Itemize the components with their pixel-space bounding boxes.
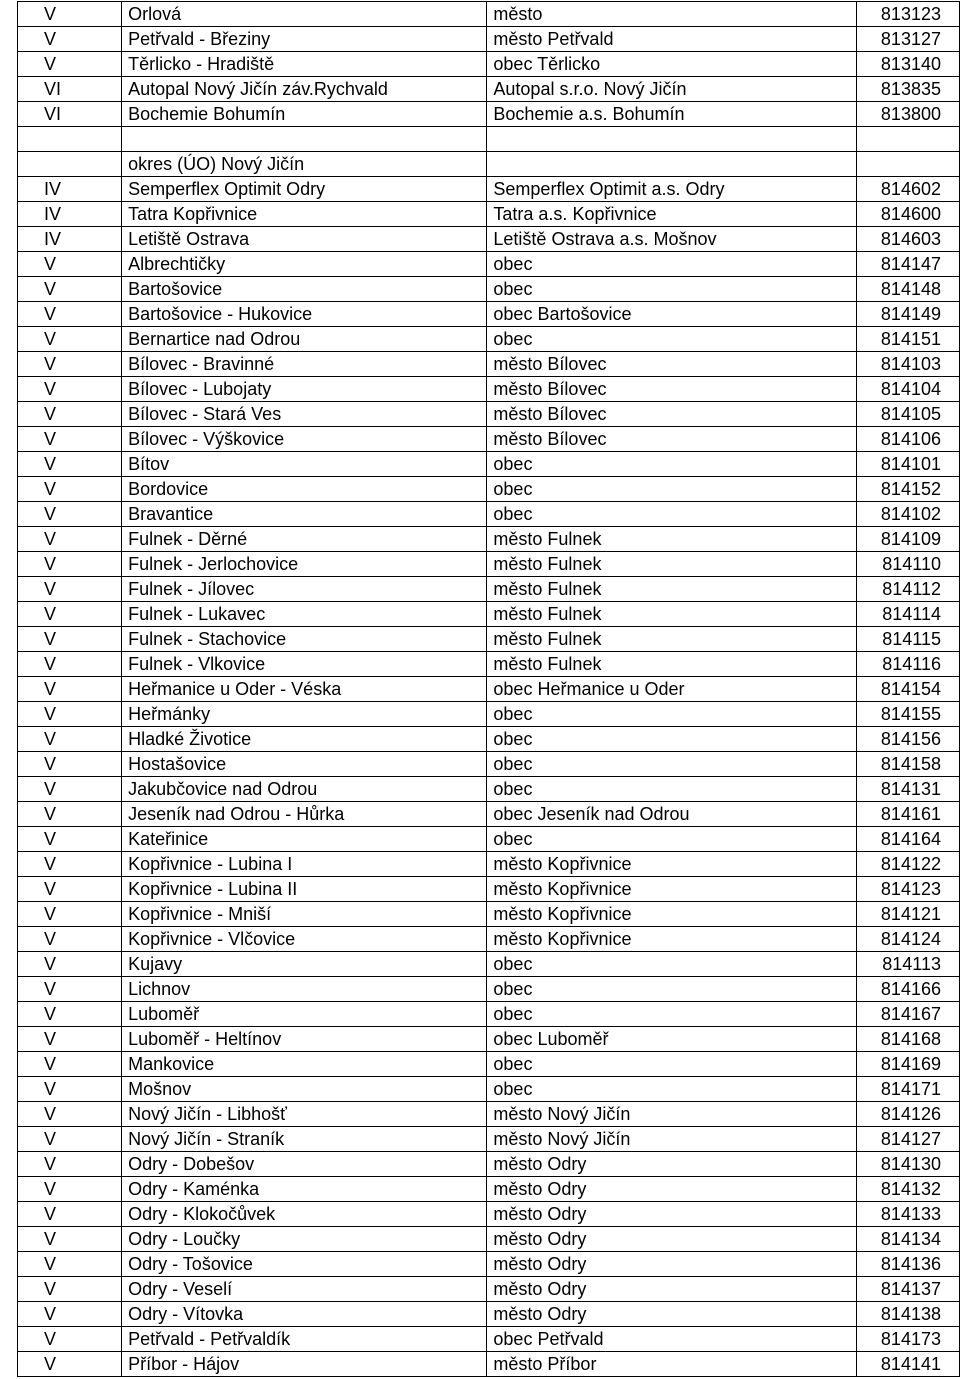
table-row xyxy=(18,527,960,552)
table-row xyxy=(18,877,960,902)
owner-cell: město Kopřivnice xyxy=(487,852,857,877)
location-name-cell: Petřvald - Petřvaldík xyxy=(122,1327,487,1352)
code-cell: 814600 xyxy=(857,202,960,227)
code-cell: 814158 xyxy=(857,752,960,777)
location-name-cell: Petřvald - Březiny xyxy=(122,27,487,52)
location-name-cell: Příbor - Hájov xyxy=(122,1352,487,1377)
location-name-cell: Bartošovice xyxy=(122,277,487,302)
category-cell: V xyxy=(18,902,122,927)
owner-cell: město Nový Jičín xyxy=(487,1127,857,1152)
category-cell: V xyxy=(18,52,122,77)
table-row xyxy=(18,1002,960,1027)
owner-cell: město Bílovec xyxy=(487,352,857,377)
table-row xyxy=(18,977,960,1002)
owner-cell: obec Heřmanice u Oder xyxy=(487,677,857,702)
category-cell: V xyxy=(18,952,122,977)
table-row xyxy=(18,627,960,652)
owner-cell: obec xyxy=(487,327,857,352)
location-name-cell: Letiště Ostrava xyxy=(122,227,487,252)
table-row xyxy=(18,102,960,127)
owner-cell: Bochemie a.s. Bohumín xyxy=(487,102,857,127)
empty-cell xyxy=(487,127,857,152)
owner-cell: město Nový Jičín xyxy=(487,1102,857,1127)
location-name-cell: Fulnek - Stachovice xyxy=(122,627,487,652)
category-cell: V xyxy=(18,927,122,952)
owner-cell: město Odry xyxy=(487,1227,857,1252)
owner-cell: obec Petřvald xyxy=(487,1327,857,1352)
category-cell: V xyxy=(18,1352,122,1377)
empty-cell xyxy=(487,152,857,177)
category-cell: V xyxy=(18,852,122,877)
table-row xyxy=(18,477,960,502)
code-cell: 814132 xyxy=(857,1177,960,1202)
owner-cell: obec xyxy=(487,502,857,527)
location-name-cell: Mankovice xyxy=(122,1052,487,1077)
category-cell: V xyxy=(18,1127,122,1152)
owner-cell: Autopal s.r.o. Nový Jičín xyxy=(487,77,857,102)
location-name-cell: Kopřivnice - Lubina II xyxy=(122,877,487,902)
location-name-cell: Kopřivnice - Lubina I xyxy=(122,852,487,877)
location-name-cell: Fulnek - Vlkovice xyxy=(122,652,487,677)
owner-cell: obec xyxy=(487,452,857,477)
location-name-cell: Bravantice xyxy=(122,502,487,527)
owner-cell: obec xyxy=(487,277,857,302)
owner-cell: město Bílovec xyxy=(487,377,857,402)
owner-cell: obec xyxy=(487,977,857,1002)
location-name-cell: Odry - Veselí xyxy=(122,1277,487,1302)
location-name-cell: Hostašovice xyxy=(122,752,487,777)
section-heading: okres (ÚO) Nový Jičín xyxy=(122,152,487,177)
empty-cell xyxy=(18,127,122,152)
table-row xyxy=(18,602,960,627)
code-cell: 814123 xyxy=(857,877,960,902)
owner-cell: obec Bartošovice xyxy=(487,302,857,327)
code-cell: 814127 xyxy=(857,1127,960,1152)
code-cell: 814136 xyxy=(857,1252,960,1277)
section-heading-row xyxy=(18,152,960,177)
location-name-cell: Fulnek - Lukavec xyxy=(122,602,487,627)
location-name-cell: Nový Jičín - Straník xyxy=(122,1127,487,1152)
location-name-cell: Kateřinice xyxy=(122,827,487,852)
table-row xyxy=(18,277,960,302)
owner-cell: město Bílovec xyxy=(487,402,857,427)
category-cell: V xyxy=(18,627,122,652)
owner-cell: obec xyxy=(487,827,857,852)
category-cell: V xyxy=(18,527,122,552)
category-cell: V xyxy=(18,802,122,827)
owner-cell: město Odry xyxy=(487,1177,857,1202)
table-row xyxy=(18,1277,960,1302)
code-cell: 814138 xyxy=(857,1302,960,1327)
code-cell: 814103 xyxy=(857,352,960,377)
owner-cell: město Kopřivnice xyxy=(487,927,857,952)
table-row xyxy=(18,952,960,977)
location-name-cell: Bítov xyxy=(122,452,487,477)
owner-cell: město Bílovec xyxy=(487,427,857,452)
category-cell: V xyxy=(18,1277,122,1302)
category-cell: V xyxy=(18,677,122,702)
owner-cell: Semperflex Optimit a.s. Odry xyxy=(487,177,857,202)
table-body xyxy=(18,2,960,1377)
location-name-cell: Bordovice xyxy=(122,477,487,502)
location-name-cell: Fulnek - Jerlochovice xyxy=(122,552,487,577)
owner-cell: město Fulnek xyxy=(487,627,857,652)
category-cell: V xyxy=(18,1302,122,1327)
owner-cell: obec xyxy=(487,1052,857,1077)
code-cell: 814101 xyxy=(857,452,960,477)
location-name-cell: Albrechtičky xyxy=(122,252,487,277)
location-name-cell: Bílovec - Výškovice xyxy=(122,427,487,452)
owner-cell: město Odry xyxy=(487,1252,857,1277)
table-row xyxy=(18,502,960,527)
category-cell: V xyxy=(18,327,122,352)
category-cell: V xyxy=(18,277,122,302)
location-name-cell: Heřmánky xyxy=(122,702,487,727)
table-row xyxy=(18,52,960,77)
category-cell: IV xyxy=(18,202,122,227)
owner-cell: obec xyxy=(487,477,857,502)
owner-cell: Letiště Ostrava a.s. Mošnov xyxy=(487,227,857,252)
location-name-cell: Kopřivnice - Vlčovice xyxy=(122,927,487,952)
location-name-cell: Luboměř xyxy=(122,1002,487,1027)
location-name-cell: Jakubčovice nad Odrou xyxy=(122,777,487,802)
table-row xyxy=(18,1027,960,1052)
location-name-cell: Bílovec - Stará Ves xyxy=(122,402,487,427)
category-cell: V xyxy=(18,252,122,277)
code-cell: 814602 xyxy=(857,177,960,202)
table-row xyxy=(18,1227,960,1252)
code-cell: 814133 xyxy=(857,1202,960,1227)
category-cell: V xyxy=(18,1327,122,1352)
code-cell: 814167 xyxy=(857,1002,960,1027)
category-cell: V xyxy=(18,1202,122,1227)
owner-cell: město Fulnek xyxy=(487,552,857,577)
location-name-cell: Odry - Vítovka xyxy=(122,1302,487,1327)
table-row xyxy=(18,852,960,877)
table-row xyxy=(18,177,960,202)
code-cell: 814168 xyxy=(857,1027,960,1052)
owner-cell: Tatra a.s. Kopřivnice xyxy=(487,202,857,227)
category-cell: V xyxy=(18,827,122,852)
location-name-cell: Semperflex Optimit Odry xyxy=(122,177,487,202)
code-cell: 814152 xyxy=(857,477,960,502)
code-cell: 814104 xyxy=(857,377,960,402)
owner-cell: město Fulnek xyxy=(487,577,857,602)
code-cell: 813127 xyxy=(857,27,960,52)
category-cell: V xyxy=(18,777,122,802)
table-row xyxy=(18,777,960,802)
code-cell: 814110 xyxy=(857,552,960,577)
table-row xyxy=(18,27,960,52)
category-cell: V xyxy=(18,1152,122,1177)
table-row xyxy=(18,352,960,377)
category-cell: V xyxy=(18,377,122,402)
table-row xyxy=(18,552,960,577)
owner-cell: město Petřvald xyxy=(487,27,857,52)
location-name-cell: Bartošovice - Hukovice xyxy=(122,302,487,327)
code-cell: 814126 xyxy=(857,1102,960,1127)
table-row xyxy=(18,252,960,277)
category-cell: V xyxy=(18,877,122,902)
table-row xyxy=(18,1302,960,1327)
spacer-row xyxy=(18,127,960,152)
code-cell: 813140 xyxy=(857,52,960,77)
location-name-cell: Luboměř - Heltínov xyxy=(122,1027,487,1052)
table-row xyxy=(18,2,960,27)
location-name-cell: Hladké Životice xyxy=(122,727,487,752)
location-name-cell: Bochemie Bohumín xyxy=(122,102,487,127)
table-row xyxy=(18,77,960,102)
code-cell: 814113 xyxy=(857,952,960,977)
owner-cell: obec xyxy=(487,727,857,752)
code-cell: 814121 xyxy=(857,902,960,927)
empty-cell xyxy=(857,152,960,177)
category-cell: V xyxy=(18,602,122,627)
code-cell: 814134 xyxy=(857,1227,960,1252)
code-cell: 813835 xyxy=(857,77,960,102)
owner-cell: obec Luboměř xyxy=(487,1027,857,1052)
code-cell: 814161 xyxy=(857,802,960,827)
category-cell: V xyxy=(18,652,122,677)
empty-cell xyxy=(122,127,487,152)
category-cell: V xyxy=(18,477,122,502)
location-name-cell: Fulnek - Děrné xyxy=(122,527,487,552)
empty-cell xyxy=(857,127,960,152)
code-cell: 814156 xyxy=(857,727,960,752)
table-row xyxy=(18,1127,960,1152)
category-cell: V xyxy=(18,1227,122,1252)
table-row xyxy=(18,302,960,327)
code-cell: 814148 xyxy=(857,277,960,302)
code-cell: 814603 xyxy=(857,227,960,252)
category-cell: V xyxy=(18,752,122,777)
owner-cell: město Odry xyxy=(487,1302,857,1327)
code-cell: 814149 xyxy=(857,302,960,327)
category-cell: V xyxy=(18,702,122,727)
category-cell: V xyxy=(18,27,122,52)
location-name-cell: Odry - Tošovice xyxy=(122,1252,487,1277)
table-row xyxy=(18,752,960,777)
location-name-cell: Kopřivnice - Mniší xyxy=(122,902,487,927)
category-cell: V xyxy=(18,552,122,577)
location-name-cell: Bílovec - Lubojaty xyxy=(122,377,487,402)
code-cell: 814122 xyxy=(857,852,960,877)
code-cell: 813800 xyxy=(857,102,960,127)
location-name-cell: Nový Jičín - Libhošť xyxy=(122,1102,487,1127)
table-row xyxy=(18,327,960,352)
locations-table xyxy=(17,1,960,1377)
location-name-cell: Bílovec - Bravinné xyxy=(122,352,487,377)
table-row xyxy=(18,1252,960,1277)
owner-cell: město Fulnek xyxy=(487,602,857,627)
location-name-cell: Odry - Kaménka xyxy=(122,1177,487,1202)
owner-cell: obec xyxy=(487,1077,857,1102)
owner-cell: obec xyxy=(487,1002,857,1027)
code-cell: 814109 xyxy=(857,527,960,552)
owner-cell: město Odry xyxy=(487,1277,857,1302)
table-row xyxy=(18,677,960,702)
table-row xyxy=(18,827,960,852)
location-name-cell: Odry - Klokočůvek xyxy=(122,1202,487,1227)
category-cell: V xyxy=(18,2,122,27)
table-row xyxy=(18,727,960,752)
table-row xyxy=(18,652,960,677)
category-cell: V xyxy=(18,502,122,527)
category-cell: V xyxy=(18,1252,122,1277)
code-cell: 814151 xyxy=(857,327,960,352)
owner-cell: obec xyxy=(487,752,857,777)
table-row xyxy=(18,577,960,602)
table-row xyxy=(18,402,960,427)
table-row xyxy=(18,1152,960,1177)
code-cell: 814115 xyxy=(857,627,960,652)
table-row xyxy=(18,1177,960,1202)
table-row xyxy=(18,902,960,927)
category-cell: V xyxy=(18,1177,122,1202)
location-name-cell: Orlová xyxy=(122,2,487,27)
location-name-cell: Fulnek - Jílovec xyxy=(122,577,487,602)
table-row xyxy=(18,1102,960,1127)
location-name-cell: Odry - Dobešov xyxy=(122,1152,487,1177)
category-cell: V xyxy=(18,1102,122,1127)
table-row xyxy=(18,702,960,727)
table-row xyxy=(18,1352,960,1377)
code-cell: 814130 xyxy=(857,1152,960,1177)
owner-cell: město Fulnek xyxy=(487,527,857,552)
code-cell: 814112 xyxy=(857,577,960,602)
code-cell: 814171 xyxy=(857,1077,960,1102)
code-cell: 814154 xyxy=(857,677,960,702)
owner-cell: obec Těrlicko xyxy=(487,52,857,77)
table-row xyxy=(18,227,960,252)
owner-cell: město Příbor xyxy=(487,1352,857,1377)
code-cell: 814137 xyxy=(857,1277,960,1302)
code-cell: 814105 xyxy=(857,402,960,427)
owner-cell: město Kopřivnice xyxy=(487,877,857,902)
code-cell: 814116 xyxy=(857,652,960,677)
table-row xyxy=(18,1327,960,1352)
location-name-cell: Bernartice nad Odrou xyxy=(122,327,487,352)
table-row xyxy=(18,202,960,227)
category-cell: V xyxy=(18,577,122,602)
code-cell: 814169 xyxy=(857,1052,960,1077)
owner-cell: obec xyxy=(487,702,857,727)
category-cell: VI xyxy=(18,77,122,102)
category-cell: V xyxy=(18,452,122,477)
category-cell: IV xyxy=(18,227,122,252)
category-cell: V xyxy=(18,1002,122,1027)
location-name-cell: Lichnov xyxy=(122,977,487,1002)
owner-cell: obec Jeseník nad Odrou xyxy=(487,802,857,827)
category-cell: V xyxy=(18,352,122,377)
table-row xyxy=(18,1077,960,1102)
code-cell: 814166 xyxy=(857,977,960,1002)
category-cell: V xyxy=(18,1077,122,1102)
location-name-cell: Kujavy xyxy=(122,952,487,977)
code-cell: 814102 xyxy=(857,502,960,527)
owner-cell: město Fulnek xyxy=(487,652,857,677)
category-cell: V xyxy=(18,977,122,1002)
location-name-cell: Heřmanice u Oder - Véska xyxy=(122,677,487,702)
category-cell: V xyxy=(18,727,122,752)
location-name-cell: Jeseník nad Odrou - Hůrka xyxy=(122,802,487,827)
code-cell: 814155 xyxy=(857,702,960,727)
code-cell: 814114 xyxy=(857,602,960,627)
table-row xyxy=(18,1202,960,1227)
code-cell: 814106 xyxy=(857,427,960,452)
table-row xyxy=(18,927,960,952)
category-cell: V xyxy=(18,427,122,452)
table-row xyxy=(18,802,960,827)
table-row xyxy=(18,377,960,402)
code-cell: 813123 xyxy=(857,2,960,27)
location-name-cell: Autopal Nový Jičín záv.Rychvald xyxy=(122,77,487,102)
code-cell: 814131 xyxy=(857,777,960,802)
owner-cell: město Kopřivnice xyxy=(487,902,857,927)
category-cell: IV xyxy=(18,177,122,202)
owner-cell: město Odry xyxy=(487,1152,857,1177)
table-row xyxy=(18,1052,960,1077)
owner-cell: město xyxy=(487,2,857,27)
owner-cell: obec xyxy=(487,252,857,277)
location-name-cell: Mošnov xyxy=(122,1077,487,1102)
category-cell: V xyxy=(18,1052,122,1077)
category-cell: V xyxy=(18,302,122,327)
empty-cell xyxy=(18,152,122,177)
owner-cell: obec xyxy=(487,777,857,802)
location-name-cell: Těrlicko - Hradiště xyxy=(122,52,487,77)
code-cell: 814164 xyxy=(857,827,960,852)
category-cell: VI xyxy=(18,102,122,127)
category-cell: V xyxy=(18,402,122,427)
code-cell: 814124 xyxy=(857,927,960,952)
code-cell: 814147 xyxy=(857,252,960,277)
table-row xyxy=(18,452,960,477)
table-row xyxy=(18,427,960,452)
category-cell: V xyxy=(18,1027,122,1052)
location-name-cell: Tatra Kopřivnice xyxy=(122,202,487,227)
owner-cell: město Odry xyxy=(487,1202,857,1227)
owner-cell: obec xyxy=(487,952,857,977)
location-name-cell: Odry - Loučky xyxy=(122,1227,487,1252)
code-cell: 814173 xyxy=(857,1327,960,1352)
code-cell: 814141 xyxy=(857,1352,960,1377)
